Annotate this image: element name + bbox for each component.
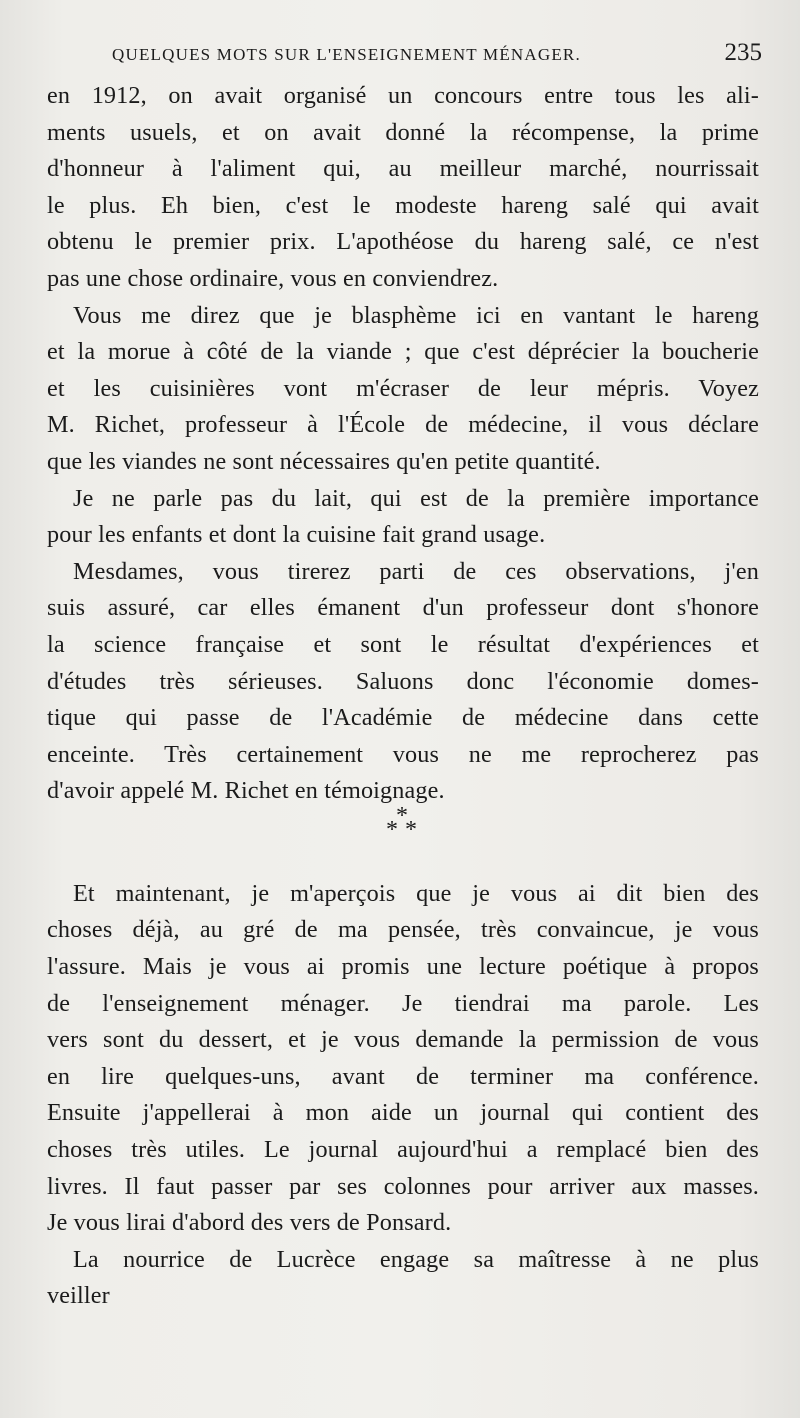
- page-header: [112, 40, 762, 72]
- paragraph: [47, 78, 759, 298]
- text-line: veiller: [47, 1282, 110, 1310]
- text-line: ments usuels, et on avait donné la récompense, la prime: [47, 118, 759, 146]
- paragraph: [47, 1242, 759, 1315]
- text-line: la science française et sont le résultat d'expériences et: [47, 630, 759, 658]
- text-line: Ensuite j'appellerai à mon aide un journal qui contient des: [47, 1099, 759, 1127]
- paragraph: [47, 554, 759, 810]
- section-break-asterism: [47, 802, 759, 876]
- paragraph: [47, 876, 759, 1242]
- text-line: choses déjà, au gré de ma pensée, très convaincue, je vous: [47, 916, 759, 944]
- asterism-star: *: [396, 802, 408, 829]
- text-line: choses très utiles. Le journal aujourd'hui a remplacé bien des: [47, 1136, 759, 1164]
- text-line: enceinte. Très certainement vous ne me reprocherez pas: [47, 740, 759, 768]
- text-line: Vous me direz que je blasphème ici en vantant le hareng: [73, 301, 759, 329]
- text-line: d'études très sérieuses. Saluons donc l'économie domes-: [47, 667, 759, 695]
- text-line: et les cuisinières vont m'écraser de leur mépris. Voyez: [47, 374, 759, 402]
- page-number: 235: [724, 39, 762, 66]
- text-line: que les viandes ne sont nécessaires qu'en petite quantité.: [47, 447, 601, 475]
- text-line: d'avoir appelé M. Richet en témoignage.: [47, 777, 445, 805]
- text-line: M. Richet, professeur à l'École de médecine, il vous déclare: [47, 411, 759, 439]
- asterism-star: *: [405, 816, 417, 843]
- text-line: Je vous lirai d'abord des vers de Ponsard.: [47, 1209, 452, 1237]
- text-line: et la morue à côté de la viande ; que c'est déprécier la boucherie: [47, 338, 759, 366]
- text-line: d'honneur à l'aliment qui, au meilleur marché, nourrissait: [47, 155, 759, 183]
- text-line: La nourrice de Lucrèce engage sa maîtresse à ne plus: [73, 1245, 759, 1273]
- text-line: pas une chose ordinaire, vous en conviendrez.: [47, 264, 499, 292]
- text-line: vers sont du dessert, et je vous demande la permission de vous: [47, 1026, 759, 1054]
- text-line: le plus. Eh bien, c'est le modeste hareng salé qui avait: [47, 191, 759, 219]
- body-text: [47, 78, 759, 1315]
- paragraph: [47, 481, 759, 554]
- text-line: en 1912, on avait organisé un concours entre tous les ali-: [47, 82, 759, 109]
- text-line: de l'enseignement ménager. Je tiendrai ma parole. Les: [47, 989, 759, 1017]
- text-line: Et maintenant, je m'aperçois que je vous ai dit bien des: [73, 879, 759, 907]
- text-line: tique qui passe de l'Académie de médecine dans cette: [47, 704, 759, 732]
- paragraph: [47, 298, 759, 481]
- text-line: obtenu le premier prix. L'apothéose du hareng salé, ce n'est: [47, 228, 759, 256]
- text-line: livres. Il faut passer par ses colonnes pour arriver aux masses.: [47, 1172, 759, 1200]
- text-line: Mesdames, vous tirerez parti de ces observations, j'en: [73, 557, 759, 585]
- asterism-star: *: [386, 816, 398, 843]
- running-title: QUELQUES MOTS SUR L'ENSEIGNEMENT MÉNAGER.: [112, 45, 581, 64]
- asterism-stack: [383, 802, 423, 858]
- text-line: l'assure. Mais je vous ai promis une lecture poétique à propos: [47, 953, 759, 981]
- text-line: en lire quelques-uns, avant de terminer ma conférence.: [47, 1062, 759, 1090]
- text-line: pour les enfants et dont la cuisine fait grand usage.: [47, 521, 546, 549]
- text-line: Je ne parle pas du lait, qui est de la première importance: [73, 484, 759, 512]
- text-line: suis assuré, car elles émanent d'un professeur dont s'honore: [47, 594, 759, 622]
